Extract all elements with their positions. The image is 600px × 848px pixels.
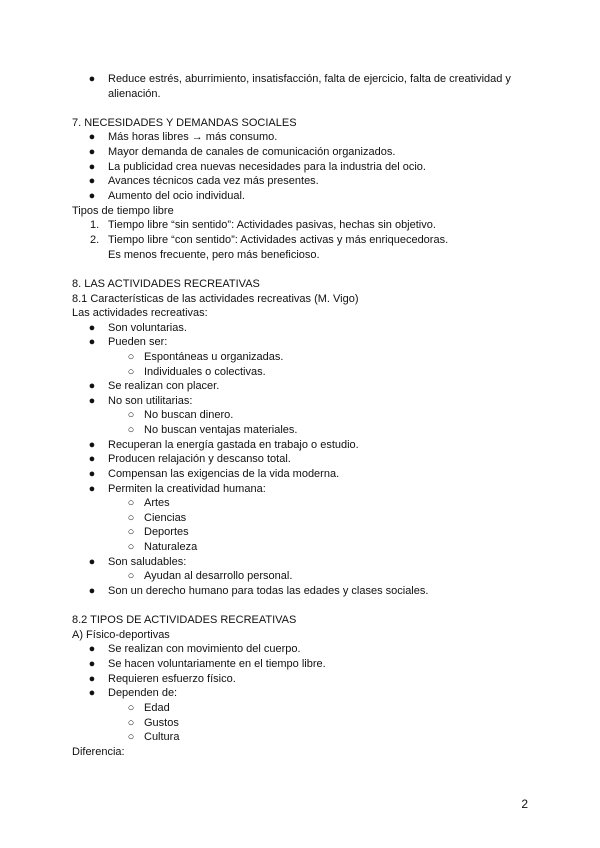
section8-sub2: 8.2 TIPOS DE ACTIVIDADES RECREATIVAS [72, 614, 297, 626]
bullet-disc: ● [88, 556, 96, 568]
bullet-circle: ○ [127, 717, 135, 729]
bullet-circle: ○ [127, 702, 135, 714]
section8-subitem: Naturaleza [144, 541, 198, 553]
tipos-label: Tipos de tiempo libre [72, 205, 174, 217]
section7-item: Avances técnicos cada vez más presentes. [108, 175, 319, 187]
section8-subitem: Espontáneas u organizadas. [144, 351, 284, 363]
page-number: 2 [521, 797, 528, 811]
section7-item: Más horas libres → más consumo. [108, 131, 278, 143]
section8-item: Son saludables: [108, 556, 187, 568]
fisico-item: Se realizan con movimiento del cuerpo. [108, 643, 301, 655]
bullet-circle: ○ [127, 731, 135, 743]
bullet-disc: ● [88, 453, 96, 465]
section7-heading: 7. NECESIDADES Y DEMANDAS SOCIALES [72, 117, 297, 129]
bullet-disc: ● [88, 322, 96, 334]
bullet-circle: ○ [127, 409, 135, 421]
section7-item: Mayor demanda de canales de comunicación organizados. [108, 146, 396, 158]
bullet-disc: ● [88, 146, 96, 158]
bullet-disc: ● [88, 585, 96, 597]
section8-heading: 8. LAS ACTIVIDADES RECREATIVAS [72, 278, 260, 290]
bullet-disc: ● [88, 336, 96, 348]
fisico-item: Dependen de: [108, 687, 178, 699]
section8-sub1: 8.1 Características de las actividades recreativas (M. Vigo) [72, 293, 359, 305]
bullet-disc: ● [88, 190, 96, 202]
section8-item: Se realizan con placer. [108, 380, 220, 392]
dependen-subitem: Gustos [144, 717, 179, 729]
section8-intro: Las actividades recreativas: [72, 307, 208, 319]
dependen-subitem: Edad [144, 702, 170, 714]
tipos-item: Tiempo libre “sin sentido”: Actividades pasivas, hechas sin objetivo. [108, 219, 436, 231]
fisico-item: Se hacen voluntariamente en el tiempo libre. [108, 658, 326, 670]
bullet-disc: ● [88, 687, 96, 699]
tipos-number: 1. [90, 219, 100, 231]
intro-item-line1: Reduce estrés, aburrimiento, insatisfacción, falta de ejercicio, falta de creatividad y [108, 73, 511, 85]
bullet-disc: ● [88, 395, 96, 407]
bullet-circle: ○ [127, 541, 135, 553]
bullet-circle: ○ [127, 351, 135, 363]
tipos-item: Tiempo libre “con sentido”: Actividades activas y más enriquecedoras. [108, 234, 449, 246]
section8-subitem: Ayudan al desarrollo personal. [144, 570, 293, 582]
bullet-circle: ○ [127, 497, 135, 509]
bullet-circle: ○ [127, 526, 135, 538]
section8-subitem: Artes [144, 497, 170, 509]
section7-item: La publicidad crea nuevas necesidades para la industria del ocio. [108, 161, 426, 173]
section8-subitem: Individuales o colectivas. [144, 366, 266, 378]
section8-subitem: Deportes [144, 526, 189, 538]
tipos-number: 2. [90, 234, 100, 246]
section8-subitem: Ciencias [144, 512, 187, 524]
bullet-disc: ● [88, 468, 96, 480]
bullet-disc: ● [88, 380, 96, 392]
bullet-disc: ● [88, 643, 96, 655]
bullet-circle: ○ [127, 424, 135, 436]
intro-item-line2: alienación. [108, 88, 161, 100]
section8-item: Pueden ser: [108, 336, 168, 348]
tipos-note: Es menos frecuente, pero más beneficioso. [108, 249, 320, 261]
section8-item: Permiten la creatividad humana: [108, 483, 266, 495]
bullet-disc: ● [88, 131, 96, 143]
bullet-circle: ○ [127, 512, 135, 524]
section8-item: Producen relajación y descanso total. [108, 453, 291, 465]
bullet-disc: ● [88, 483, 96, 495]
section8-item: No son utilitarias: [108, 395, 193, 407]
bullet-circle: ○ [127, 570, 135, 582]
section7-item: Aumento del ocio individual. [108, 190, 245, 202]
diferencia-label: Diferencia: [72, 746, 125, 758]
bullet-disc: ● [88, 73, 96, 85]
fisico-item: Requieren esfuerzo físico. [108, 673, 236, 685]
bullet-circle: ○ [127, 366, 135, 378]
section8-item: Compensan las exigencias de la vida moderna. [108, 468, 340, 480]
section8-subitem: No buscan dinero. [144, 409, 234, 421]
fisico-label: A) Físico-deportivas [72, 629, 170, 641]
section8-item: Son voluntarias. [108, 322, 187, 334]
section8-subitem: No buscan ventajas materiales. [144, 424, 298, 436]
bullet-disc: ● [88, 175, 96, 187]
bullet-disc: ● [88, 658, 96, 670]
bullet-disc: ● [88, 439, 96, 451]
dependen-subitem: Cultura [144, 731, 180, 743]
bullet-disc: ● [88, 673, 96, 685]
section8-item: Recuperan la energía gastada en trabajo o estudio. [108, 439, 359, 451]
bullet-disc: ● [88, 161, 96, 173]
section8-item: Son un derecho humano para todas las edades y clases sociales. [108, 585, 429, 597]
